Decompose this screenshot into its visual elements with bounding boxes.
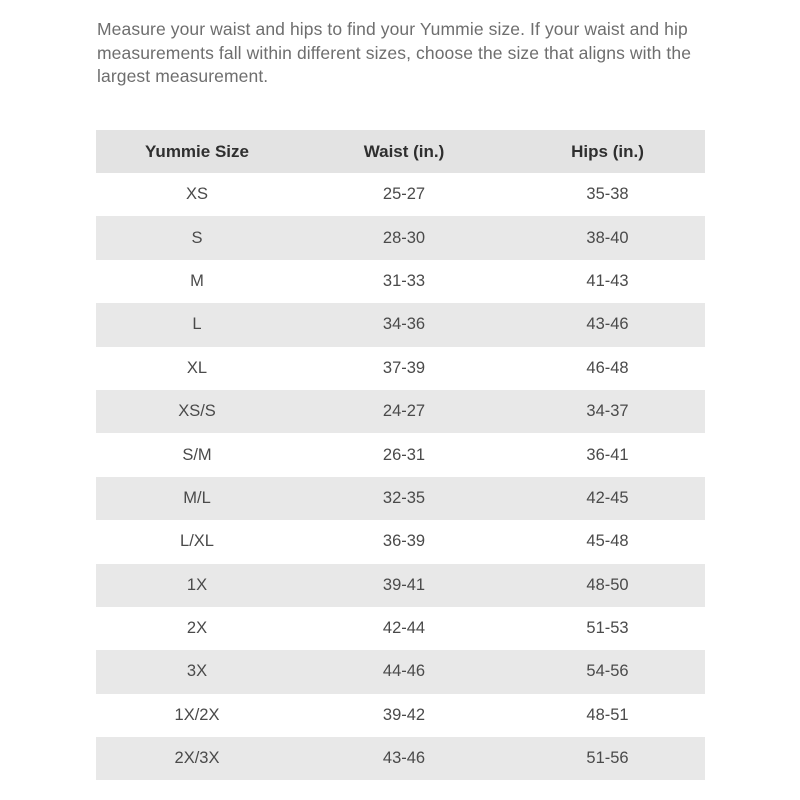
header-hips: Hips (in.) [510,130,705,173]
size-cell: S [96,216,298,259]
size-cell: XL [186,358,208,377]
hips-cell: 51-56 [510,737,705,780]
size-cell: M/L [96,477,298,520]
table-row [96,260,705,303]
hips-cell: 34-37 [510,390,705,433]
hips-cell: 43-46 [510,303,705,346]
waist-cell: 34-36 [298,303,510,346]
size-cell: L [96,303,298,346]
waist-cell: 43-46 [298,737,510,780]
waist-cell: 31-33 [382,271,426,290]
waist-cell: 26-31 [382,445,426,464]
hips-cell: 38-40 [510,216,705,259]
waist-cell: 42-44 [382,619,426,638]
hips-cell: 41-43 [586,271,629,290]
waist-cell: 24-27 [298,390,510,433]
waist-cell: 32-35 [298,477,510,520]
header-yummie-size: Yummie Size [96,130,298,173]
size-cell: M [190,271,204,290]
table-row [96,694,705,737]
hips-cell: 42-45 [510,477,705,520]
waist-cell: 39-42 [382,705,426,724]
waist-cell: 25-27 [382,185,426,204]
hips-cell: 54-56 [510,650,705,693]
waist-cell: 37-39 [382,358,426,377]
waist-cell: 28-30 [298,216,510,259]
table-row [96,433,705,476]
hips-cell: 51-53 [586,619,629,638]
hips-cell: 45-48 [586,532,629,551]
size-cell: XS/S [96,390,298,433]
size-cell: XS [185,185,208,204]
table-row [96,564,705,607]
table-row [96,216,705,259]
table-row [96,390,705,433]
table-row [96,347,705,390]
hips-cell: 35-38 [586,185,629,204]
table-header-row [96,130,705,173]
size-cell: 1X/2X [174,705,220,724]
size-cell: 1X [96,564,298,607]
table-row [96,173,705,216]
size-cell: S/M [182,445,212,464]
size-cell: 2X/3X [96,737,298,780]
waist-cell: 36-39 [382,532,426,551]
table-row [96,477,705,520]
table-row [96,303,705,346]
header-waist: Waist (in.) [298,130,510,173]
table-row [96,737,705,780]
waist-cell: 44-46 [298,650,510,693]
size-cell: 3X [96,650,298,693]
hips-cell: 48-50 [510,564,705,607]
size-chart-table [96,130,705,780]
waist-cell: 39-41 [298,564,510,607]
table-row [96,520,705,563]
size-cell: L/XL [180,532,214,551]
intro-text: Measure your waist and hips to find your Yummie size. If your waist and hip measurements fall within different sizes, choose the size that aligns with the largest measurement. [97,19,692,86]
table-row [96,650,705,693]
hips-cell: 36-41 [586,445,629,464]
hips-cell: 46-48 [586,358,629,377]
table-row [96,607,705,650]
size-cell: 2X [186,619,208,638]
hips-cell: 48-51 [586,705,629,724]
